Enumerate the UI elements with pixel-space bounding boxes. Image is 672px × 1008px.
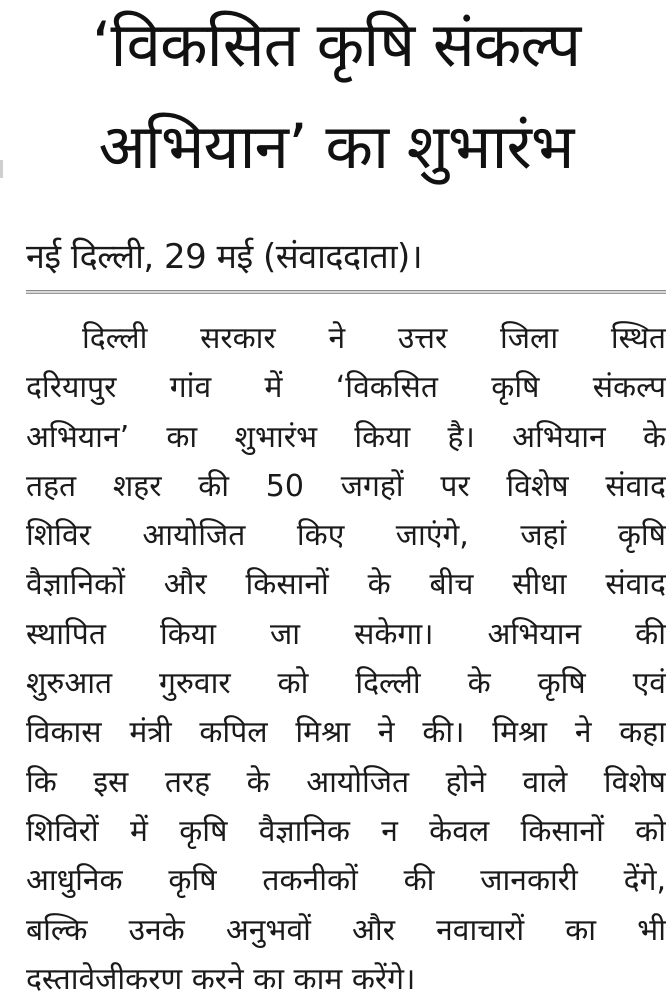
body-line: अभियान’ का शुभारंभ किया है। अभियान के <box>26 419 666 455</box>
body-line: स्थापित किया जा सकेगा। अभियान की <box>26 616 666 652</box>
body-line: दस्तावेजीकरण करने का काम करेंगे। <box>26 961 416 997</box>
body-line: शुरुआत गुरुवार को दिल्ली के कृषि एवं <box>26 666 666 702</box>
body-line: वैज्ञानिकों और किसानों के बीच सीधा संवाद <box>26 567 666 603</box>
dateline: नई दिल्ली, 29 मई (संवाददाता)। <box>26 237 423 277</box>
body-line: कि इस तरह के आयोजित होने वाले विशेष <box>26 764 666 800</box>
body-line: तहत शहर की 50 जगहों पर विशेष संवाद <box>26 468 666 504</box>
headline-line-1: ‘विकसित कृषि संकल्प <box>91 8 581 81</box>
body-line: शिविर आयोजित किए जाएंगे, जहां कृषि <box>26 518 666 554</box>
body-line: दिल्ली सरकार ने उत्तर जिला स्थित <box>82 321 666 356</box>
body-line: दरियापुर गांव में ‘विकसित कृषि संकल्प <box>26 370 666 406</box>
headline <box>0 0 672 198</box>
separator-rule <box>26 290 666 294</box>
body-line: विकास मंत्री कपिल मिश्रा ने की। मिश्रा ने कहा <box>26 715 666 751</box>
body-line: शिविरों में कृषि वैज्ञानिक न केवल किसानों को <box>26 813 666 849</box>
headline-line-2: अभियान’ का शुभारंभ <box>98 110 574 183</box>
body-line: बल्कि उनके अनुभवों और नवाचारों का भी <box>26 912 666 948</box>
body-line: आधुनिक कृषि तकनीकों की जानकारी देंगे, <box>26 863 666 899</box>
article-body <box>26 314 666 1004</box>
